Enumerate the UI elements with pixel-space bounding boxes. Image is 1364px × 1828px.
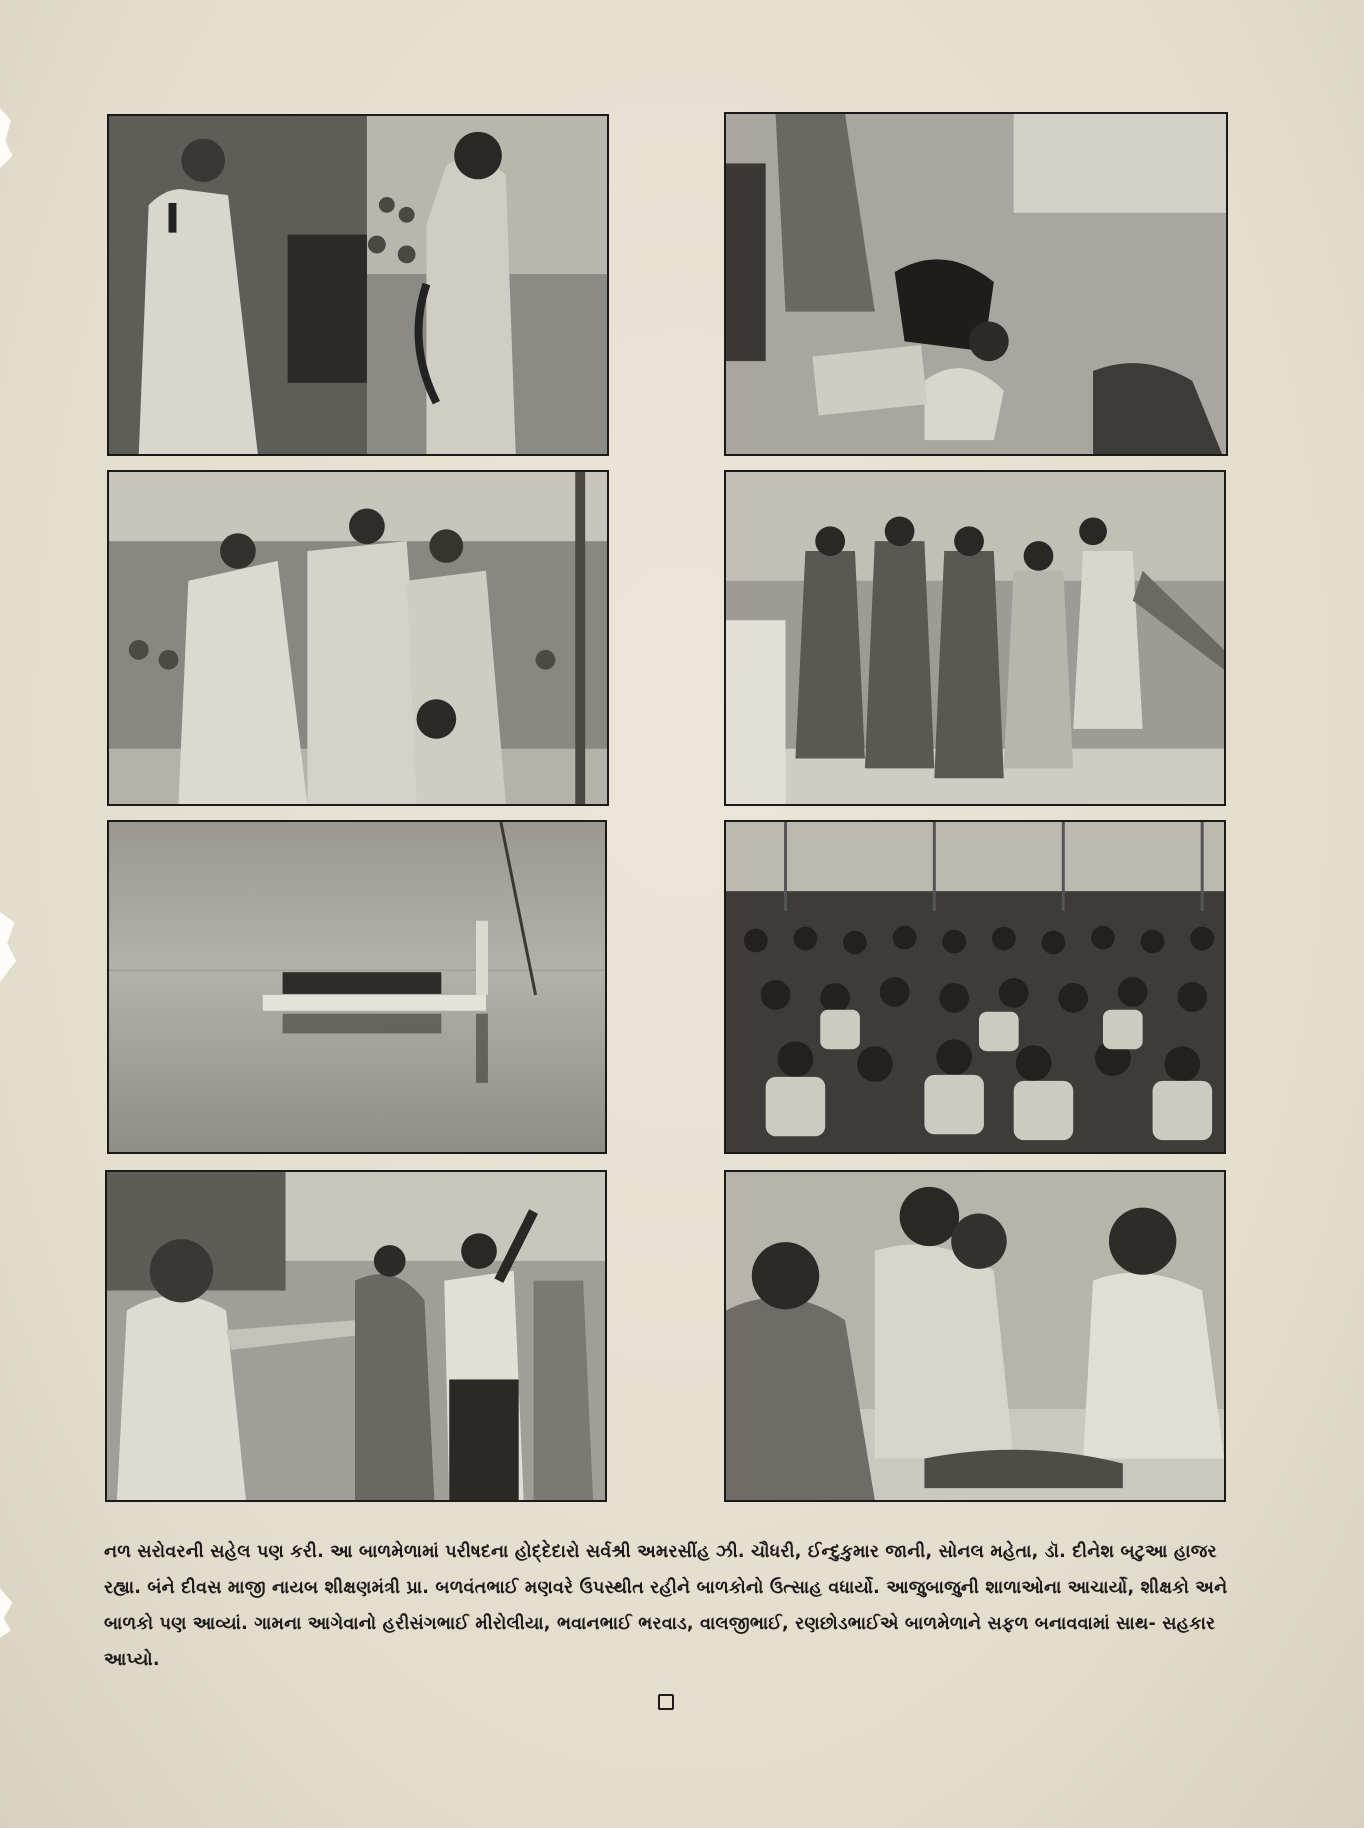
photo-singer-and-snake: [107, 114, 609, 456]
article-body-text: નળ સરોવરની સહેલ પણ કરી. આ બાળમેળામાં પરીષદના હોદ્દેદારો સર્વશ્રી અમરસીંહ ઝી. ચૌધરી, ઈન્દુકુમાર જાની, સોનલ મહેતા, ડૉ. દીનેશ બટુઆ હાજર રહ્યા. બંને દીવસ માજી નાયબ શીક્ષણમંત્રી પ્રા. બળવંતભાઈ મણવરે ઉપસ્થીત રહીને બાળકોનો ઉત્સાહ વધાર્યો. આજુબાજુની શાળાઓના આચાર્યો, શીક્ષકો અને બાળકો પણ આવ્યાં. ગામના આગેવાનો હરીસંગભાઈ મીરોલીયા, ભવાનભાઈ ભરવાડ, વાલજીભાઈ, રણછોડભાઈએ બાળમેળાને સફળ બનાવવામાં સાથ- સહકાર આપ્યો.: [104, 1542, 1228, 1670]
photo-rock-performance: [724, 112, 1228, 456]
photo-man-gesturing: [105, 1170, 607, 1502]
article-end-square-icon: [658, 1694, 674, 1710]
photo-human-pyramid: [107, 470, 609, 806]
page-tear-middle: [0, 912, 18, 982]
photo-costumed-girls: [724, 470, 1226, 806]
photo-smiling-girls: [724, 1170, 1226, 1502]
photo-seated-crowd: [724, 820, 1226, 1154]
page-tear-top: [0, 108, 18, 168]
page-tear-bottom: [0, 1588, 18, 1638]
photo-boat-on-lake: [107, 820, 607, 1154]
